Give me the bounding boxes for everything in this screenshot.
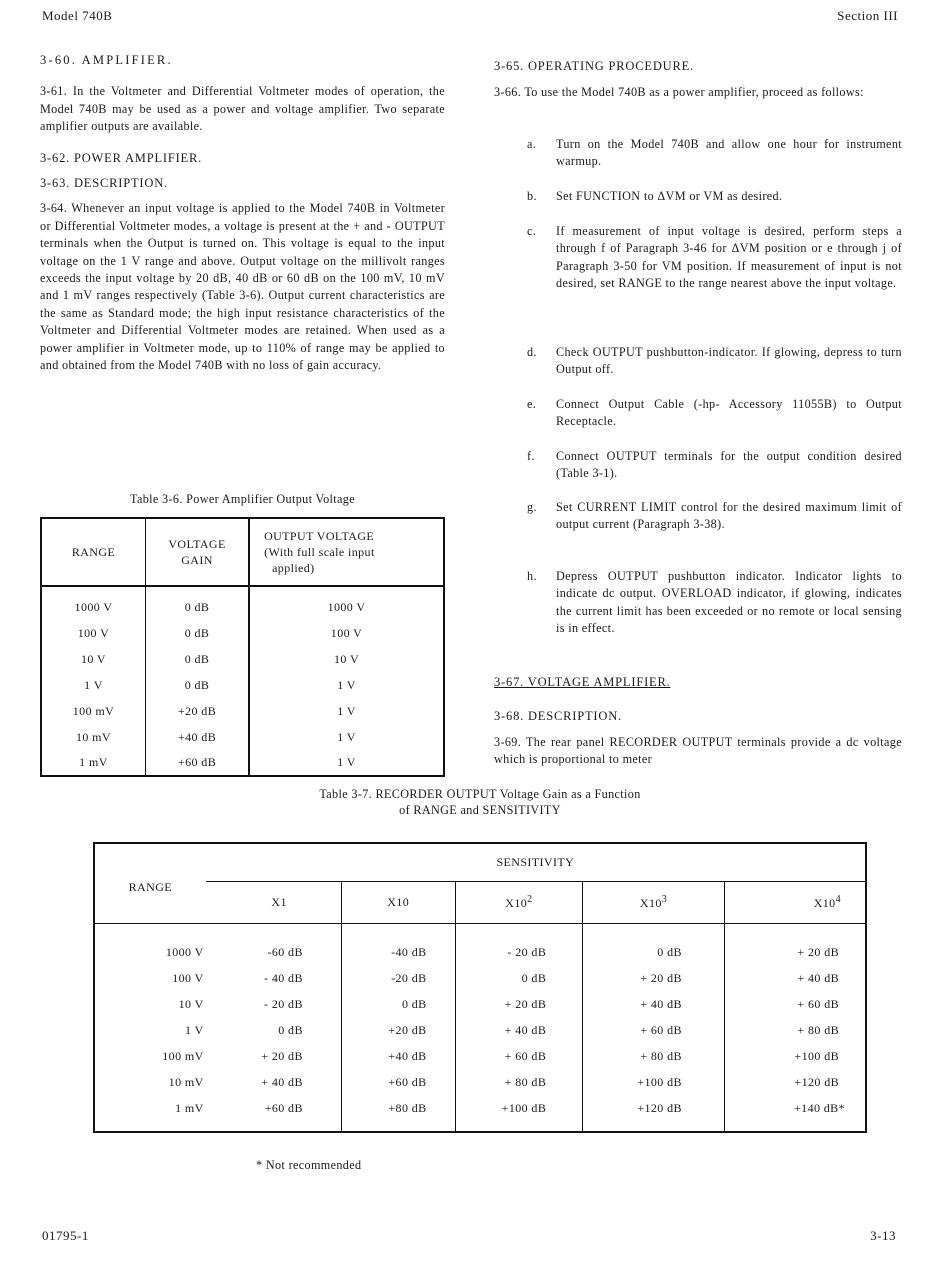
cell-value: 0 dB: [206, 1017, 342, 1043]
cell-output: 1 V: [249, 672, 444, 698]
cell-gain: +60 dB: [145, 750, 249, 776]
cell-output: 1000 V: [249, 594, 444, 620]
cell-value: + 40 dB: [455, 1017, 583, 1043]
cell-value: +100 dB: [455, 1095, 583, 1121]
column-label: X10: [813, 895, 836, 910]
header-x10-3: [583, 881, 725, 923]
header-output-line-2: (With full scale input: [264, 545, 375, 559]
cell-range: 10 mV: [41, 724, 145, 750]
table-row: [41, 594, 444, 620]
cell-range: 1000 V: [165, 944, 204, 959]
cell-gain: 0 dB: [145, 620, 249, 646]
cell-value: +120 dB: [583, 1095, 725, 1121]
cell-range: 100 mV: [162, 1048, 204, 1063]
heading-3-67: [494, 674, 671, 691]
table-3-7-caption: [93, 786, 867, 818]
cell-value: -20 dB: [341, 965, 455, 991]
cell-range: 100 V: [172, 970, 204, 985]
header-x10: [341, 881, 455, 923]
cell-gain: +20 dB: [145, 698, 249, 724]
cell-value: + 80 dB: [583, 1043, 725, 1069]
table-row: [41, 750, 444, 776]
table-row: [94, 1017, 866, 1043]
cell-value: 0 dB: [583, 939, 725, 965]
header-voltage-gain: [145, 518, 249, 586]
paragraph-3-69: 3-69. The rear panel RECORDER OUTPUT terminals provide a dc voltage which is proportional to meter: [494, 735, 902, 767]
cell-value: + 60 dB: [583, 1017, 725, 1043]
cell-gain: +40 dB: [145, 724, 249, 750]
cell-value: + 60 dB: [797, 996, 839, 1011]
step-d: [527, 344, 902, 379]
heading-3-65: 3-65. OPERATING PROCEDURE.: [494, 59, 694, 73]
header-range: RANGE: [41, 518, 145, 586]
table-row: [41, 646, 444, 672]
heading-3-63: 3-63. DESCRIPTION.: [40, 176, 168, 191]
header-range: RANGE: [128, 879, 172, 894]
table-row: [41, 698, 444, 724]
cell-range: 1 mV: [41, 750, 145, 776]
cell-range: 10 V: [41, 646, 145, 672]
header-section: Section III: [837, 8, 898, 23]
step-label: g.: [527, 500, 537, 514]
paragraph-3-66: 3-66. To use the Model 740B as a power amplifier, proceed as follows:: [494, 85, 864, 99]
column-label: X10: [639, 895, 662, 910]
cell-value: + 40 dB: [797, 970, 839, 985]
cell-range: 100 V: [41, 620, 145, 646]
cell-value: + 20 dB: [797, 944, 839, 959]
step-label: a.: [527, 137, 537, 151]
paragraph-3-64: 3-64. Whenever an input voltage is applied to the Model 740B in Voltmeter or Differential Voltmeter modes, a voltage is present at the + and - OUTPUT terminals when the Output is turned on. This voltage is equal to the input voltage on the 1 V range and above. Output voltage on the millivolt ranges exceeds the input voltage by 20 dB, 40 dB or 60 dB on the 100 mV, 10 mV and 1 mV ranges respectively (Table 3-6). Output current characteristics are the same as Standard mode; the high input resistance characteristics of the Voltmeter and Differential Voltmeter modes are retained. When used as a power amplifier in Voltmeter mode, up to 110% of range may be applied to and obtained from the Model 740B with no loss of gain accuracy.: [40, 201, 445, 373]
cell-value: -40 dB: [341, 939, 455, 965]
table-3-6: [40, 517, 445, 777]
table-header-row: [94, 843, 866, 881]
right-column: [494, 52, 902, 782]
column-exponent: 3: [661, 893, 668, 905]
header-model: Model 740B: [42, 8, 113, 23]
table-3-7-caption-line-1: Table 3-7. RECORDER OUTPUT Voltage Gain as a Function: [319, 787, 641, 801]
table-header-row: [41, 518, 444, 586]
step-g: [527, 499, 902, 534]
cell-output: 10 V: [249, 646, 444, 672]
cell-gain: 0 dB: [145, 646, 249, 672]
cell-output: 1 V: [249, 750, 444, 776]
cell-value: +60 dB: [206, 1095, 342, 1121]
column-label: X10: [387, 894, 410, 909]
cell-value: +100 dB: [583, 1069, 725, 1095]
step-b: [527, 188, 902, 205]
cell-value: +20 dB: [341, 1017, 455, 1043]
step-label: h.: [527, 569, 537, 583]
table-header-row: [94, 881, 866, 923]
table-3-7: [93, 842, 867, 1133]
step-text: Connect Output Cable (-hp- Accessory 11055B) to Output Receptacle.: [556, 397, 902, 429]
heading-3-60: 3-60. AMPLIFIER.: [40, 53, 173, 67]
heading-3-68: 3-68. DESCRIPTION.: [494, 709, 622, 723]
step-f: [527, 448, 902, 483]
cell-value: 0 dB: [455, 965, 583, 991]
column-label: X1: [271, 894, 287, 909]
table-row: [94, 991, 866, 1017]
footer-code: 01795-1: [42, 1228, 89, 1243]
table-row: [94, 939, 866, 965]
cell-value: - 40 dB: [206, 965, 342, 991]
step-text: Set FUNCTION to ΔVM or VM as desired.: [556, 189, 783, 203]
cell-range: 10 mV: [168, 1074, 204, 1089]
step-label: b.: [527, 189, 537, 203]
step-label: d.: [527, 345, 537, 359]
table-3-6-caption: Table 3-6. Power Amplifier Output Voltage: [130, 492, 355, 506]
cell-value: 0 dB: [341, 991, 455, 1017]
cell-output: 100 V: [249, 620, 444, 646]
step-text: Set CURRENT LIMIT control for the desired maximum limit of output current (Paragraph 3-38).: [556, 500, 902, 532]
cell-value: + 20 dB: [206, 1043, 342, 1069]
cell-output: 1 V: [249, 698, 444, 724]
header-x10-2: [455, 881, 583, 923]
cell-range: 1 V: [185, 1022, 204, 1037]
cell-value: + 40 dB: [206, 1069, 342, 1095]
cell-range: 1000 V: [41, 594, 145, 620]
table-row: [41, 672, 444, 698]
table-row: [94, 1069, 866, 1095]
step-e: [527, 396, 902, 431]
cell-value: + 40 dB: [583, 991, 725, 1017]
step-text: Connect OUTPUT terminals for the output condition desired (Table 3-1).: [556, 449, 902, 481]
cell-value: + 80 dB: [797, 1022, 839, 1037]
paragraph-3-61: 3-61. In the Voltmeter and Differential Voltmeter modes of operation, the Model 740B may be used as a power and voltage amplifier. Two separate amplifier outputs are available.: [40, 84, 445, 134]
table-row: [94, 1043, 866, 1069]
cell-value: - 20 dB: [455, 939, 583, 965]
header-output-line-1: OUTPUT VOLTAGE: [264, 529, 375, 543]
table-row: [41, 620, 444, 646]
cell-value: +120 dB: [794, 1074, 839, 1089]
cell-value: + 60 dB: [455, 1043, 583, 1069]
cell-value: - 20 dB: [206, 991, 342, 1017]
cell-range: 1 mV: [175, 1100, 204, 1115]
column-label: X10: [505, 895, 528, 910]
header-sensitivity: SENSITIVITY: [206, 843, 866, 881]
step-text: If measurement of input voltage is desired, perform steps a through f of Paragraph 3-46 for ΔVM position or e through j of Paragraph 3-50 for VM position. If measurement of input is not desired, set RANGE to the range nearest above the input voltage.: [556, 224, 902, 291]
header-gain-line-2: GAIN: [181, 553, 213, 567]
cell-range: 1 V: [41, 672, 145, 698]
table-row: [94, 1095, 866, 1121]
header-gain-line-1: VOLTAGE: [168, 537, 226, 551]
cell-gain: 0 dB: [145, 594, 249, 620]
header-output-line-3: applied): [272, 561, 315, 575]
cell-value: +80 dB: [341, 1095, 455, 1121]
header-x10-4: [724, 881, 866, 923]
cell-value: +60 dB: [341, 1069, 455, 1095]
step-label: e.: [527, 397, 537, 411]
cell-value: + 80 dB: [455, 1069, 583, 1095]
heading-3-67-text: 3-67. VOLTAGE AMPLIFIER.: [494, 675, 671, 689]
cell-value: +40 dB: [341, 1043, 455, 1069]
table-3-7-caption-line-2: of RANGE and SENSITIVITY: [399, 803, 561, 817]
heading-3-62: 3-62. POWER AMPLIFIER.: [40, 150, 203, 165]
step-a: [527, 136, 902, 171]
cell-value: + 20 dB: [455, 991, 583, 1017]
table-row: [41, 724, 444, 750]
column-exponent: 2: [527, 893, 533, 905]
table-3-7-footnote: * Not recommended: [256, 1158, 362, 1172]
footer-page-number: 3-13: [870, 1228, 896, 1243]
cell-gain: 0 dB: [145, 672, 249, 698]
cell-value: -60 dB: [206, 939, 342, 965]
cell-output: 1 V: [249, 724, 444, 750]
table-row: [94, 965, 866, 991]
cell-range: 100 mV: [41, 698, 145, 724]
left-column: [40, 52, 445, 375]
step-label: c.: [527, 224, 537, 238]
step-text: Depress OUTPUT pushbutton indicator. Indicator lights to indicate dc output. OVERLOAD indicator, if glowing, indicates the current limit has been exceeded or no remote or local sensing is in effect.: [556, 569, 902, 636]
cell-value: +140 dB*: [794, 1100, 845, 1115]
header-x1: [206, 881, 342, 923]
cell-value: +100 dB: [794, 1048, 839, 1063]
step-text: Turn on the Model 740B and allow one hour for instrument warmup.: [556, 137, 902, 169]
step-c: [527, 223, 902, 293]
column-exponent: 4: [835, 893, 841, 905]
cell-range: 10 V: [178, 996, 204, 1011]
cell-value: + 20 dB: [583, 965, 725, 991]
header-output-voltage: [249, 518, 444, 586]
step-h: [527, 568, 902, 638]
step-label: f.: [527, 449, 535, 463]
step-text: Check OUTPUT pushbutton-indicator. If glowing, depress to turn Output off.: [556, 345, 902, 377]
